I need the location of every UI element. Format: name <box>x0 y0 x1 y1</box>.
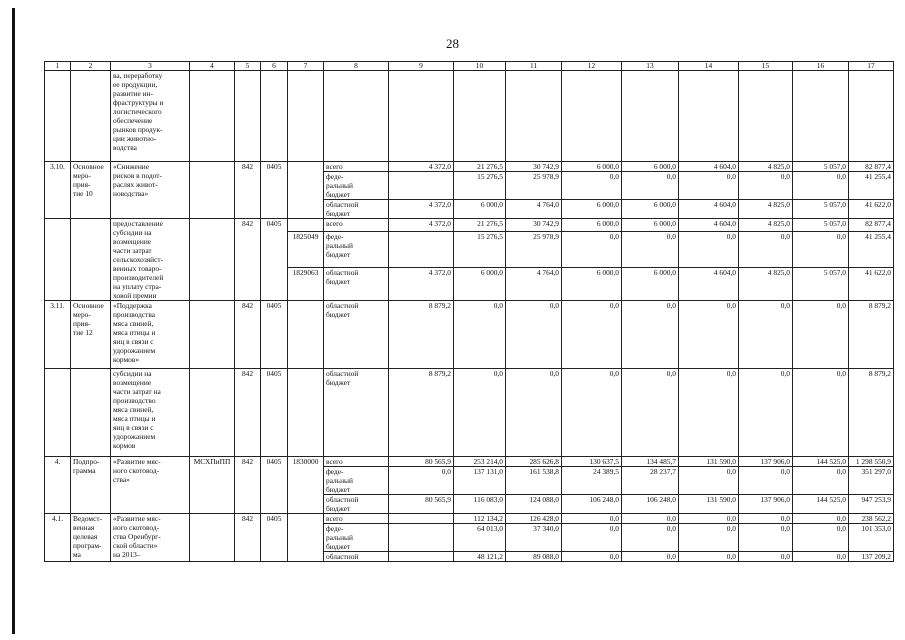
table-cell: 0,0 <box>793 514 849 524</box>
table-cell: 0,0 <box>622 524 679 552</box>
column-number-11: 11 <box>506 62 562 71</box>
table-cell: 64 013,0 <box>454 524 506 552</box>
table-cell <box>389 172 454 200</box>
table-cell: 0,0 <box>622 232 679 268</box>
table-cell: 41 255,4 <box>849 172 894 200</box>
table-cell: 0,0 <box>562 552 622 562</box>
table-cell: 24 389,5 <box>562 467 622 495</box>
table-cell <box>389 552 454 562</box>
table-cell: 6 000,0 <box>562 268 622 301</box>
table-cell: ва, переработку ее продукции, развитие ин- фраструктуры и логистического обеспечение рынков продук- ции животно- водства <box>111 71 190 162</box>
table-cell: 3.10. <box>45 162 71 219</box>
table-cell: 4 372,0 <box>389 219 454 232</box>
table-cell: 842 <box>235 219 261 301</box>
table-cell: феде- ральный бюджет <box>324 232 389 268</box>
table-cell: 144 525,0 <box>793 495 849 514</box>
table-cell <box>190 162 235 219</box>
table-cell <box>324 71 389 162</box>
table-cell: 4 372,0 <box>389 268 454 301</box>
table-cell <box>506 71 562 162</box>
table-cell <box>288 162 324 219</box>
page-number: 28 <box>446 36 459 51</box>
table-cell: 5 057,0 <box>793 162 849 172</box>
table-cell <box>849 71 894 162</box>
table-cell: 0,0 <box>739 369 793 457</box>
table-cell: 4 604,0 <box>679 162 739 172</box>
table-cell: 842 <box>235 301 261 369</box>
table-cell: 89 088,0 <box>506 552 562 562</box>
table-cell: 0,0 <box>739 514 793 524</box>
column-number-12: 12 <box>562 62 622 71</box>
column-number-6: 6 <box>261 62 288 71</box>
table-cell: 0,0 <box>739 301 793 369</box>
table-cell <box>71 71 111 162</box>
table-cell: «Поддержка производства мяса свиней, мяса птицы и яиц в связи с удорожанием кормов» <box>111 301 190 369</box>
table-cell: 8 879,2 <box>849 369 894 457</box>
table-cell: предоставление субсидии на возмещение части затрат сельскохозяйст- венных товаро- производителей на уплату стра- ховой премии <box>111 219 190 301</box>
table-cell: всего <box>324 162 389 172</box>
table-cell: 0,0 <box>679 514 739 524</box>
table-cell: 5 057,0 <box>793 200 849 219</box>
table-cell <box>679 71 739 162</box>
table-cell: 0,0 <box>679 232 739 268</box>
table-cell: 21 276,5 <box>454 162 506 172</box>
table-cell: «Развитие мяс- ного скотовод- ства» <box>111 457 190 514</box>
table-cell: 0,0 <box>454 369 506 457</box>
column-number-9: 9 <box>389 62 454 71</box>
table-cell: 1829063 <box>288 268 324 301</box>
table-cell: 1830000 <box>288 457 324 514</box>
table-cell: 4 825,0 <box>739 162 793 172</box>
column-number-row <box>45 62 894 71</box>
table-cell: Основное меро- прия- тие 10 <box>71 162 111 219</box>
table-cell: областной бюджет <box>324 200 389 219</box>
column-number-5: 5 <box>235 62 261 71</box>
table-cell: 842 <box>235 369 261 457</box>
table-cell: Основное меро- прия- тие 12 <box>71 301 111 369</box>
table-cell <box>739 71 793 162</box>
table-cell: областной <box>324 552 389 562</box>
table-cell: 842 <box>235 457 261 514</box>
column-number-15: 15 <box>739 62 793 71</box>
column-number-3: 3 <box>111 62 190 71</box>
table-cell <box>190 514 235 562</box>
table-cell: 6 000,0 <box>562 200 622 219</box>
table-cell <box>71 219 111 301</box>
table-cell <box>389 514 454 524</box>
table-cell: 0,0 <box>562 524 622 552</box>
table-cell: 4 604,0 <box>679 200 739 219</box>
table-cell <box>45 219 71 301</box>
table-cell: областной бюджет <box>324 369 389 457</box>
table-cell: 0,0 <box>739 524 793 552</box>
table-cell: 4 825,0 <box>739 200 793 219</box>
table-cell: 21 276,5 <box>454 219 506 232</box>
table-cell: 0,0 <box>793 369 849 457</box>
table-cell: 4 372,0 <box>389 200 454 219</box>
table-cell: 285 626,8 <box>506 457 562 467</box>
table-cell: 0,0 <box>679 369 739 457</box>
table-cell: Подпро- грамма <box>71 457 111 514</box>
table-cell: феде- ральный бюджет <box>324 172 389 200</box>
table-cell: 6 000,0 <box>622 268 679 301</box>
column-number-7: 7 <box>288 62 324 71</box>
table-cell: 0405 <box>261 219 288 301</box>
table-cell: 4 372,0 <box>389 162 454 172</box>
table-cell: областной бюджет <box>324 495 389 514</box>
table-cell: 124 088,0 <box>506 495 562 514</box>
table-cell: 0,0 <box>739 232 793 268</box>
table-cell: 0,0 <box>739 467 793 495</box>
table-cell: 112 134,2 <box>454 514 506 524</box>
table-cell <box>288 71 324 162</box>
table-cell <box>389 524 454 552</box>
table-cell <box>288 301 324 369</box>
table-cell: всего <box>324 514 389 524</box>
table-cell: 28 237,7 <box>622 467 679 495</box>
table-cell: 131 590,0 <box>679 457 739 467</box>
table-cell: 0,0 <box>679 552 739 562</box>
table-cell: 4 825,0 <box>739 219 793 232</box>
table-cell: 4. <box>45 457 71 514</box>
table-cell: 126 428,0 <box>506 514 562 524</box>
table-cell: 0,0 <box>793 301 849 369</box>
table-cell: 4 764,0 <box>506 200 562 219</box>
table-cell: областной бюджет <box>324 268 389 301</box>
table-cell: 238 562,2 <box>849 514 894 524</box>
table-cell <box>71 369 111 457</box>
table-cell <box>45 71 71 162</box>
table-cell: 106 248,0 <box>562 495 622 514</box>
table-cell: 6 000,0 <box>562 219 622 232</box>
column-number-17: 17 <box>849 62 894 71</box>
table-cell: 41 622,0 <box>849 200 894 219</box>
table-cell: 82 877,4 <box>849 219 894 232</box>
table-cell: субсидии на возмещение части затрат на производство мяса свиней, мяса птицы и яиц в связи с удорожанием кормов <box>111 369 190 457</box>
table-cell: 15 276,5 <box>454 172 506 200</box>
table-cell: 0405 <box>261 369 288 457</box>
table-cell <box>793 71 849 162</box>
table-cell: 101 353,0 <box>849 524 894 552</box>
table-row <box>45 71 894 162</box>
table-cell: Ведомст- венная целевая програм- ма <box>71 514 111 562</box>
table-cell: 0,0 <box>679 301 739 369</box>
table-cell: 25 978,9 <box>506 172 562 200</box>
table-cell <box>288 219 324 232</box>
table-row <box>45 219 894 232</box>
table-cell: 5 057,0 <box>793 268 849 301</box>
table-cell: 4 764,0 <box>506 268 562 301</box>
table-cell: 131 590,0 <box>679 495 739 514</box>
table-cell: 0,0 <box>454 301 506 369</box>
table-cell: 161 538,8 <box>506 467 562 495</box>
table-cell: 1 298 550,9 <box>849 457 894 467</box>
table-cell: 5 057,0 <box>793 219 849 232</box>
table-cell: 0,0 <box>622 301 679 369</box>
table-cell: 0,0 <box>739 172 793 200</box>
table-cell: всего <box>324 219 389 232</box>
column-number-10: 10 <box>454 62 506 71</box>
table-row <box>45 457 894 467</box>
table-cell: 134 485,7 <box>622 457 679 467</box>
table-cell: 130 637,5 <box>562 457 622 467</box>
table-cell: 1825049 <box>288 232 324 268</box>
table-cell: 137 906,0 <box>739 457 793 467</box>
table-cell: 0405 <box>261 457 288 514</box>
table-cell: 137 906,0 <box>739 495 793 514</box>
table-cell: 0,0 <box>793 552 849 562</box>
table-cell: 0,0 <box>622 514 679 524</box>
table-cell: областной бюджет <box>324 301 389 369</box>
table-cell: 4 604,0 <box>679 268 739 301</box>
table-cell <box>389 232 454 268</box>
table-cell <box>190 71 235 162</box>
table-cell: 137 209,2 <box>849 552 894 562</box>
table-cell: 0,0 <box>793 524 849 552</box>
table-cell: «Развитие мяс- ного скотовод- ства Оренбург- ской области» на 2013– <box>111 514 190 562</box>
table-cell: 0,0 <box>506 369 562 457</box>
table-cell: 6 000,0 <box>622 200 679 219</box>
table-cell: 351 297,0 <box>849 467 894 495</box>
table-cell: 30 742,9 <box>506 219 562 232</box>
table-cell: 0,0 <box>679 172 739 200</box>
table-cell <box>45 369 71 457</box>
table-cell: 8 879,2 <box>389 369 454 457</box>
table-cell <box>190 219 235 301</box>
table-cell: 4.1. <box>45 514 71 562</box>
table-cell: 82 877,4 <box>849 162 894 172</box>
table-cell: 37 340,0 <box>506 524 562 552</box>
table-cell: 0,0 <box>679 467 739 495</box>
table-cell: 0405 <box>261 514 288 562</box>
table-cell: 0,0 <box>506 301 562 369</box>
table-cell: 48 121,2 <box>454 552 506 562</box>
table-row <box>45 514 894 524</box>
table-cell: 0,0 <box>739 552 793 562</box>
table-cell: 144 525,0 <box>793 457 849 467</box>
table-cell: 0405 <box>261 162 288 219</box>
table-cell: 0,0 <box>622 369 679 457</box>
table-cell: 842 <box>235 162 261 219</box>
table-cell: 41 622,0 <box>849 268 894 301</box>
table-cell: 80 565,9 <box>389 495 454 514</box>
table-cell: 4 825,0 <box>739 268 793 301</box>
table-cell: 6 000,0 <box>622 162 679 172</box>
table-cell <box>562 71 622 162</box>
table-cell: 106 248,0 <box>622 495 679 514</box>
table-cell <box>288 369 324 457</box>
table-cell: 0,0 <box>389 467 454 495</box>
table-cell: 8 879,2 <box>849 301 894 369</box>
table-cell <box>288 514 324 562</box>
table-cell: 4 604,0 <box>679 219 739 232</box>
table-cell: 6 000,0 <box>622 219 679 232</box>
column-number-16: 16 <box>793 62 849 71</box>
table-cell: 0,0 <box>793 467 849 495</box>
table-cell: 25 978,9 <box>506 232 562 268</box>
table-cell: 30 742,9 <box>506 162 562 172</box>
column-number-8: 8 <box>324 62 389 71</box>
column-number-2: 2 <box>71 62 111 71</box>
table-cell: 0,0 <box>679 524 739 552</box>
column-number-13: 13 <box>622 62 679 71</box>
table-cell: 0,0 <box>622 552 679 562</box>
table-cell: 137 131,0 <box>454 467 506 495</box>
table-cell: 116 083,0 <box>454 495 506 514</box>
table-cell: 0,0 <box>793 172 849 200</box>
table-cell: 80 565,9 <box>389 457 454 467</box>
table-cell: 6 000,0 <box>454 200 506 219</box>
table-cell: 253 214,0 <box>454 457 506 467</box>
table-cell: 842 <box>235 514 261 562</box>
table-cell: 0,0 <box>622 172 679 200</box>
table-cell: «Снижение рисков в подот- раслях живот- новодства» <box>111 162 190 219</box>
table-cell <box>389 71 454 162</box>
table-cell: 0,0 <box>562 369 622 457</box>
table-cell: всего <box>324 457 389 467</box>
table-cell: 0,0 <box>562 172 622 200</box>
table-cell: 41 255,4 <box>849 232 894 268</box>
table-cell: 0,0 <box>793 232 849 268</box>
table-cell: 0405 <box>261 301 288 369</box>
binding-bar <box>12 8 15 634</box>
table-cell: МСХПиПП <box>190 457 235 514</box>
table-cell: 0,0 <box>562 232 622 268</box>
table-cell <box>235 71 261 162</box>
table-cell: 6 000,0 <box>454 268 506 301</box>
table-cell: 8 879,2 <box>389 301 454 369</box>
table-body <box>45 71 894 562</box>
table-cell: 0,0 <box>562 301 622 369</box>
table-cell: феде- ральный бюджет <box>324 467 389 495</box>
table-cell <box>190 301 235 369</box>
table-row <box>45 369 894 457</box>
column-number-14: 14 <box>679 62 739 71</box>
table-row <box>45 301 894 369</box>
table-cell <box>622 71 679 162</box>
table-cell: 947 253,9 <box>849 495 894 514</box>
table-row <box>45 162 894 172</box>
table-cell: 6 000,0 <box>562 162 622 172</box>
table-cell: 15 276,5 <box>454 232 506 268</box>
table-cell: 3.11. <box>45 301 71 369</box>
column-number-4: 4 <box>190 62 235 71</box>
table-cell: 0,0 <box>562 514 622 524</box>
budget-table <box>44 61 894 562</box>
table-cell <box>190 369 235 457</box>
table-cell: феде- ральный бюджет <box>324 524 389 552</box>
column-number-1: 1 <box>45 62 71 71</box>
table-cell <box>261 71 288 162</box>
table-cell <box>454 71 506 162</box>
